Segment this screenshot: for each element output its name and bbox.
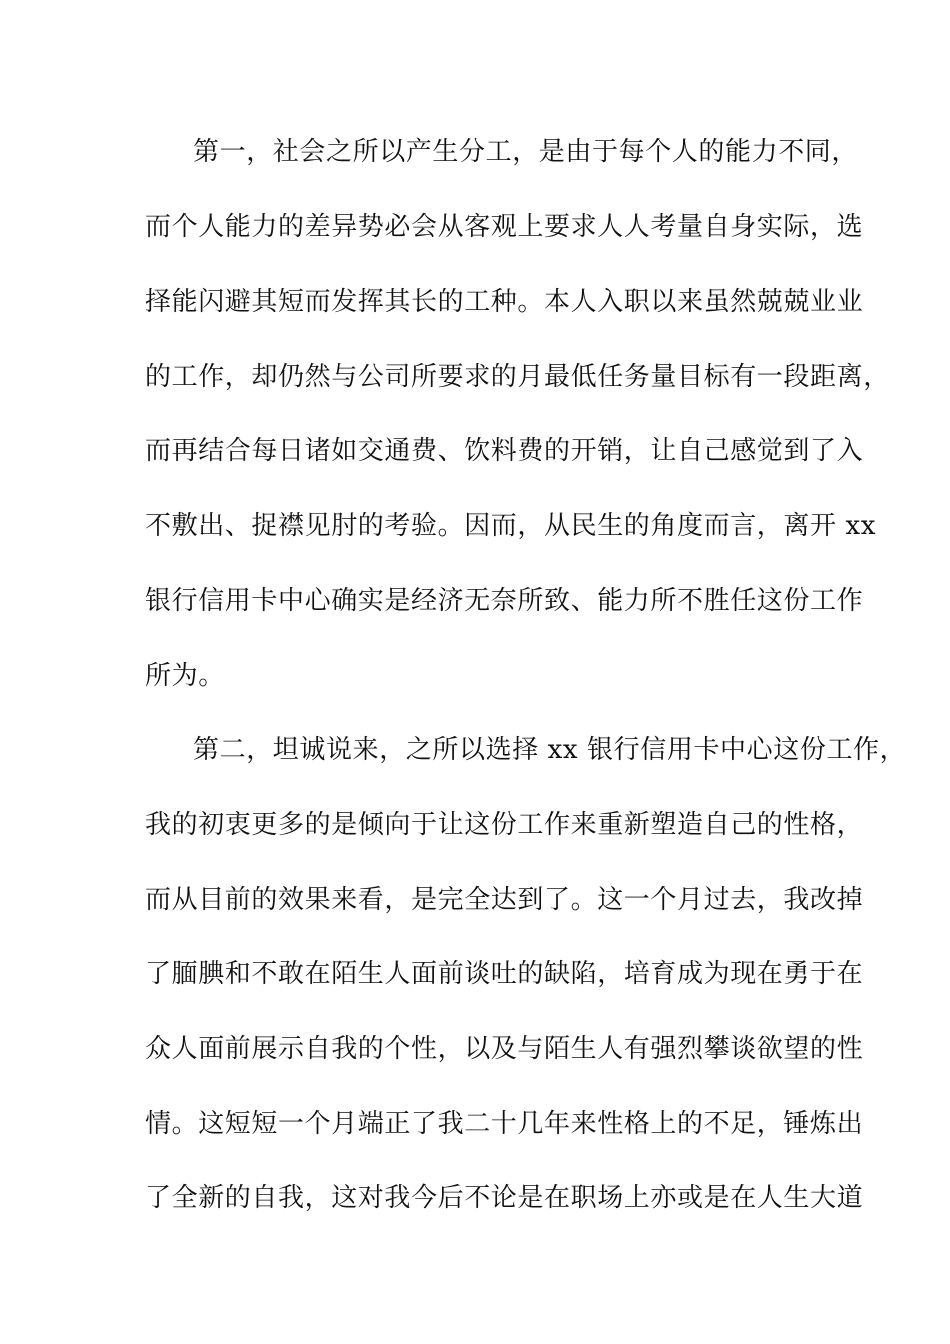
paragraph-1-line-1: 第一，社会之所以产生分工，是由于每个人的能力不同， xyxy=(193,137,859,167)
paragraph-1-line-4: 的工作，却仍然与公司所要求的月最低任务量目标有一段距离， xyxy=(145,362,890,392)
paragraph-2-line-6: 情。这短短一个月端正了我二十几年来性格上的不足，锤炼出 xyxy=(145,1109,864,1139)
paragraph-2-line-5: 众人面前展示自我的个性，以及与陌生人有强烈攀谈欲望的性 xyxy=(145,1034,864,1064)
paragraph-2-line-3: 而从目前的效果来看，是完全达到了。这一个月过去，我改掉 xyxy=(145,885,864,915)
paragraph-1-line-8: 所为。 xyxy=(145,661,225,691)
paragraph-2-line-1: 第二，坦诚说来，之所以选择 xx 银行信用卡中心这份工作， xyxy=(193,735,907,765)
paragraph-1-line-6: 不敷出、捉襟见肘的考验。因而，从民生的角度而言，离开 xx xyxy=(145,511,876,541)
paragraph-1-line-7: 银行信用卡中心确实是经济无奈所致、能力所不胜任这份工作 xyxy=(145,586,864,616)
paragraph-2-line-2: 我的初衷更多的是倾向于让这份工作来重新塑造自己的性格， xyxy=(145,810,864,840)
paragraph-1-line-3: 择能闪避其短而发挥其长的工种。本人入职以来虽然兢兢业业 xyxy=(145,287,864,317)
paragraph-1-line-5: 而再结合每日诸如交通费、饮料费的开销，让自己感觉到了入 xyxy=(145,436,864,466)
paragraph-2-line-4: 了腼腆和不敢在陌生人面前谈吐的缺陷，培育成为现在勇于在 xyxy=(145,959,864,989)
paragraph-2-line-7: 了全新的自我，这对我今后不论是在职场上亦或是在人生大道 xyxy=(145,1183,864,1213)
paragraph-1-line-2: 而个人能力的差异势必会从客观上要求人人考量自身实际，选 xyxy=(145,212,864,242)
